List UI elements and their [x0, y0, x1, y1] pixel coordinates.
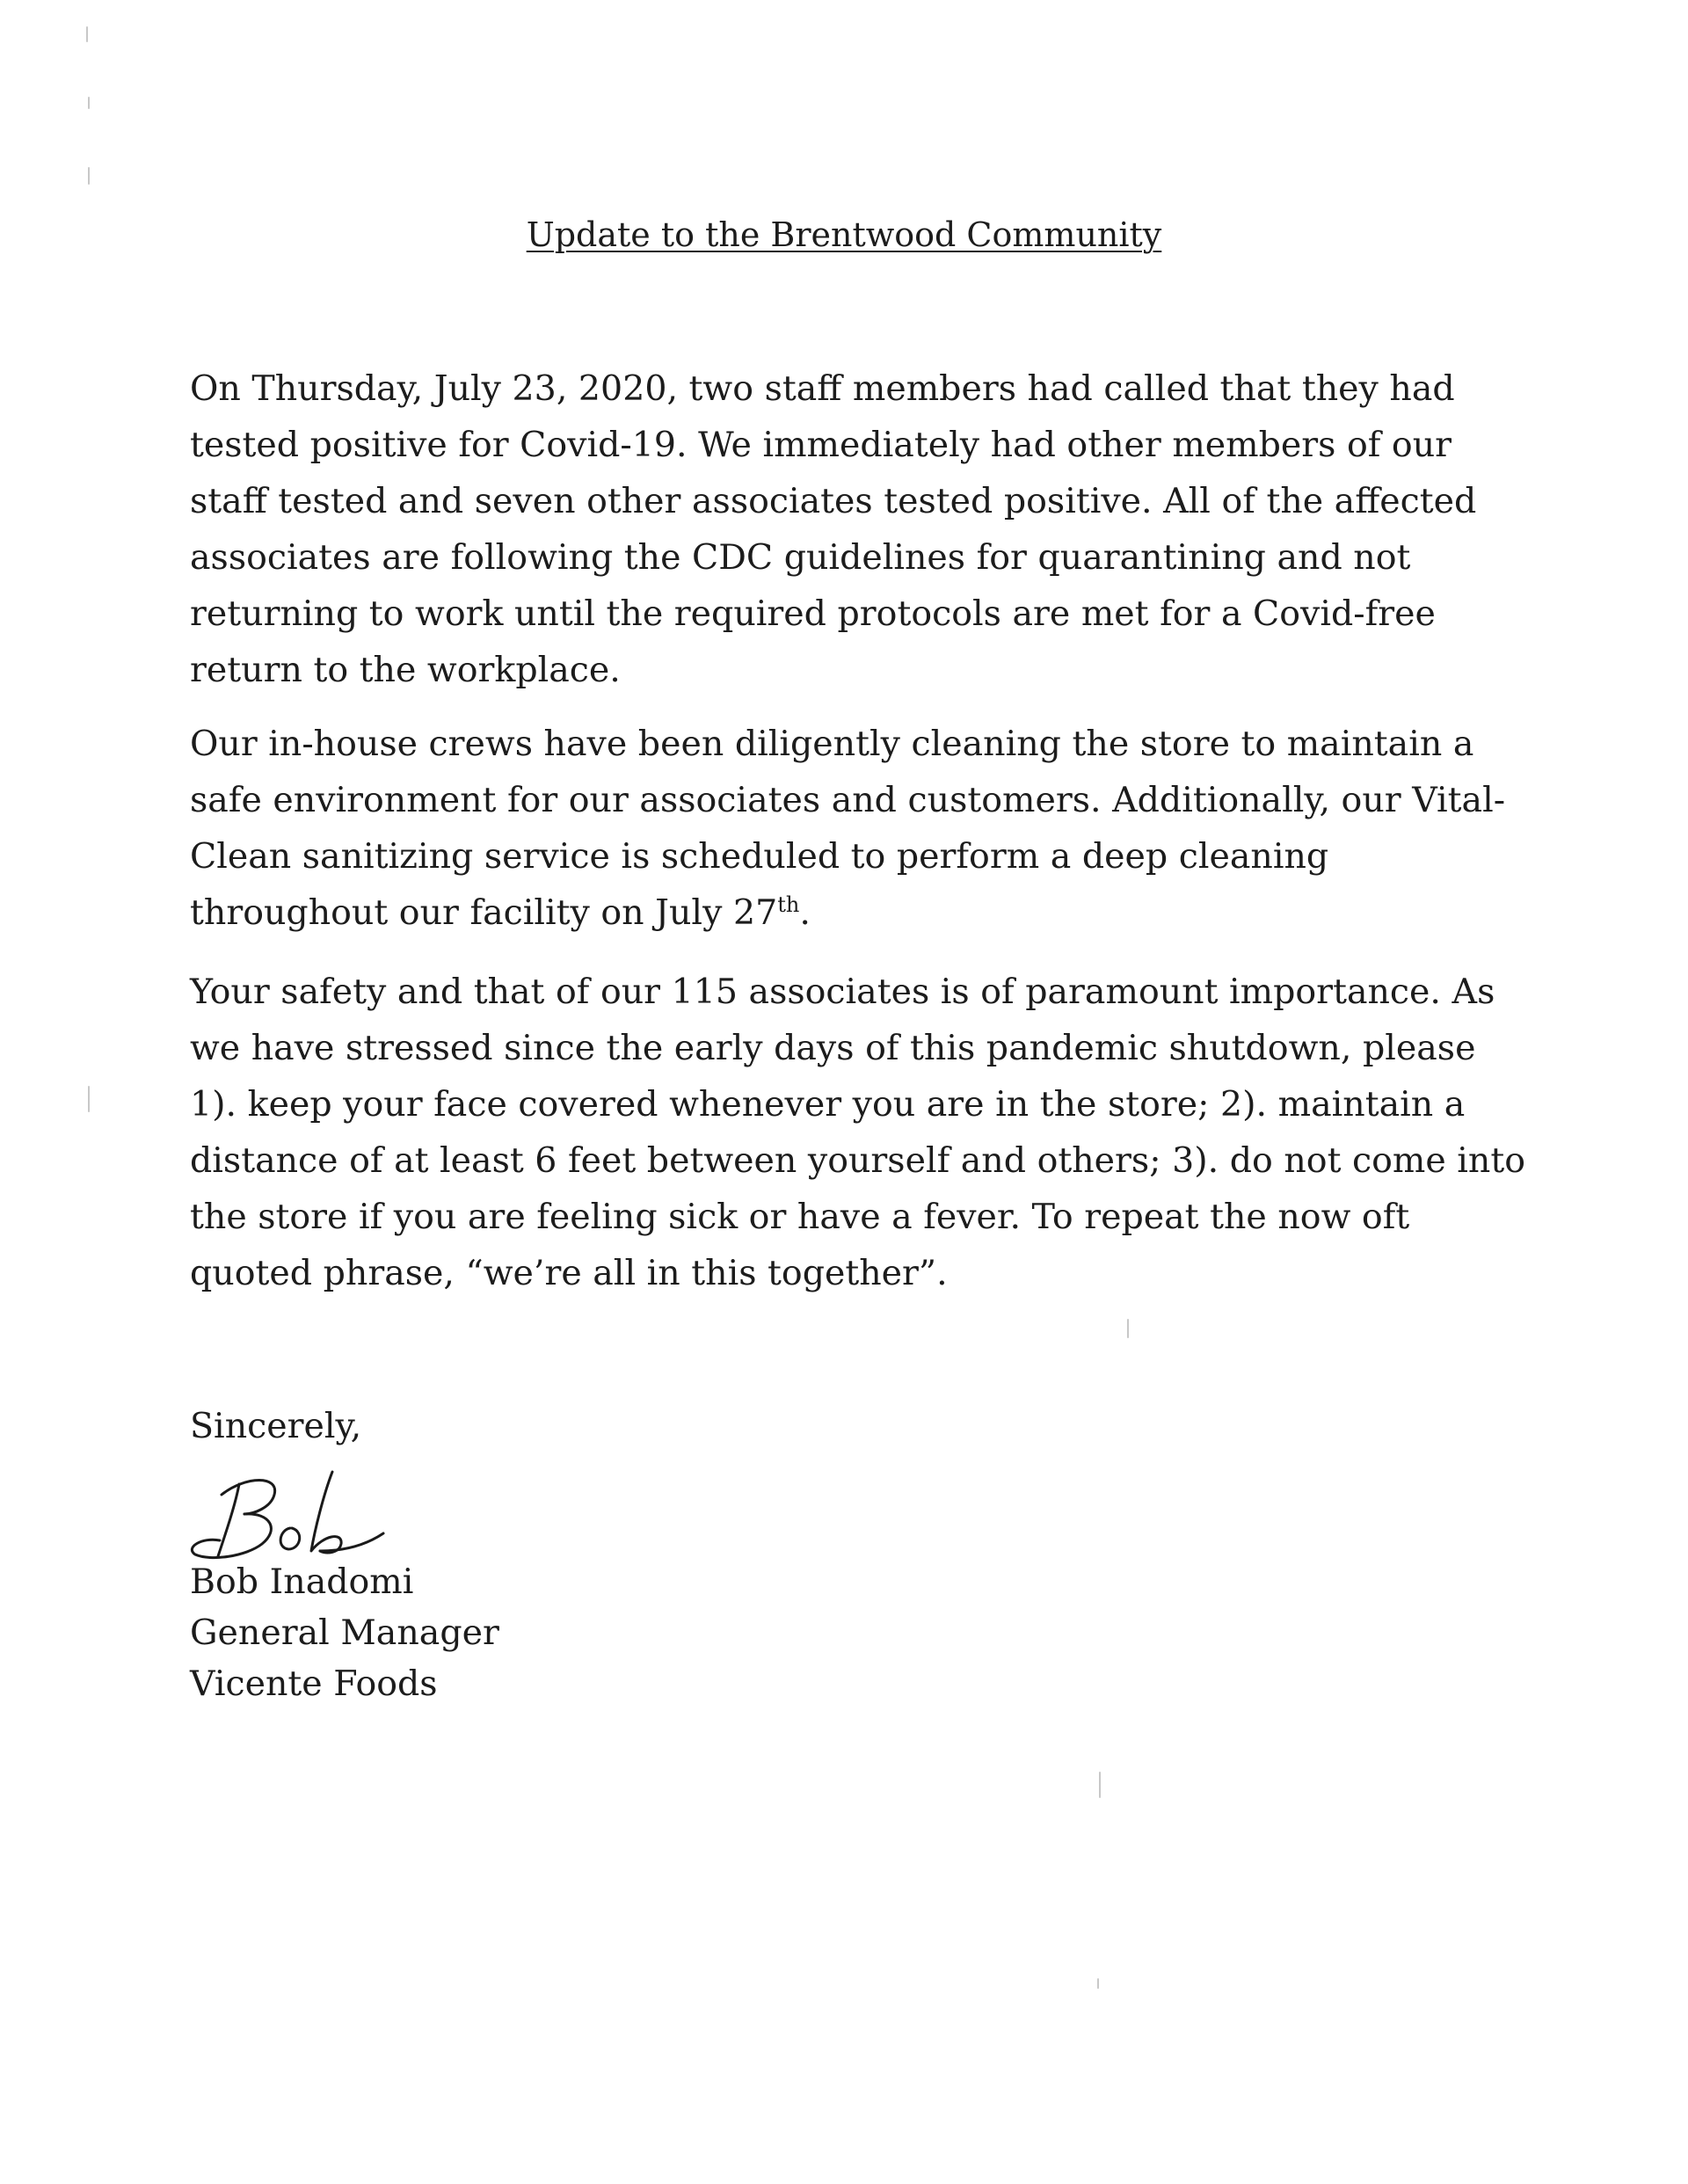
signer-name: Bob Inadomi: [190, 1562, 414, 1602]
paragraph-3: [190, 964, 1526, 1301]
ordinal-suffix: th: [777, 892, 800, 917]
letter-title: Update to the Brentwood Community: [526, 215, 1162, 254]
closing: Sincerely,: [190, 1406, 362, 1446]
scan-speck: [1099, 1772, 1101, 1798]
scan-speck: [1097, 1978, 1099, 1989]
paragraph-3-line: Your safety and that of our 115 associates is of paramount importance. As: [190, 972, 1495, 1012]
paragraph-2-last-line-text: throughout our facility on July 27: [190, 892, 778, 933]
paragraph-3-line: we have stressed since the early days of this pandemic shutdown, please: [190, 1028, 1476, 1068]
scan-speck: [88, 97, 90, 109]
scan-speck: [1127, 1319, 1129, 1338]
signer-role: General Manager: [190, 1613, 499, 1653]
paragraph-1-line: returning to work until the required protocols are met for a Covid-free: [190, 593, 1436, 634]
signature-block: [190, 1556, 499, 1709]
paragraph-3-line: 1). keep your face covered whenever you are in the store; 2). maintain a: [190, 1084, 1466, 1125]
scan-speck: [86, 26, 88, 42]
paragraph-1-line: tested positive for Covid-19. We immediately had other members of our: [190, 425, 1452, 465]
paragraph-1-line: associates are following the CDC guidelines for quarantining and not: [190, 537, 1411, 578]
paragraph-2-last-line: [190, 885, 1491, 941]
signer-company: Vicente Foods: [190, 1663, 438, 1704]
paragraph-3-line: the store if you are feeling sick or have a fever. To repeat the now oft: [190, 1197, 1410, 1237]
sentence-end: .: [799, 892, 811, 933]
paragraph-1-line: staff tested and seven other associates tested positive. All of the affected: [190, 481, 1477, 521]
paragraph-2-line: Our in-house crews have been diligently cleaning the store to maintain a: [190, 724, 1474, 764]
scan-speck: [88, 167, 90, 185]
paragraph-1: [190, 360, 1491, 698]
paragraph-1-line: return to the workplace.: [190, 650, 621, 690]
scan-speck: [88, 1086, 90, 1112]
paragraph-3-line: distance of at least 6 feet between yourself and others; 3). do not come into: [190, 1140, 1526, 1181]
paragraph-2-line: safe environment for our associates and customers. Additionally, our Vital-: [190, 780, 1506, 820]
paragraph-1-line: On Thursday, July 23, 2020, two staff members had called that they had: [190, 368, 1455, 409]
paragraph-2: [190, 716, 1506, 941]
paragraph-2-line: Clean sanitizing service is scheduled to perform a deep cleaning: [190, 836, 1329, 877]
paragraph-3-line: quoted phrase, “we’re all in this together”.: [190, 1253, 948, 1293]
